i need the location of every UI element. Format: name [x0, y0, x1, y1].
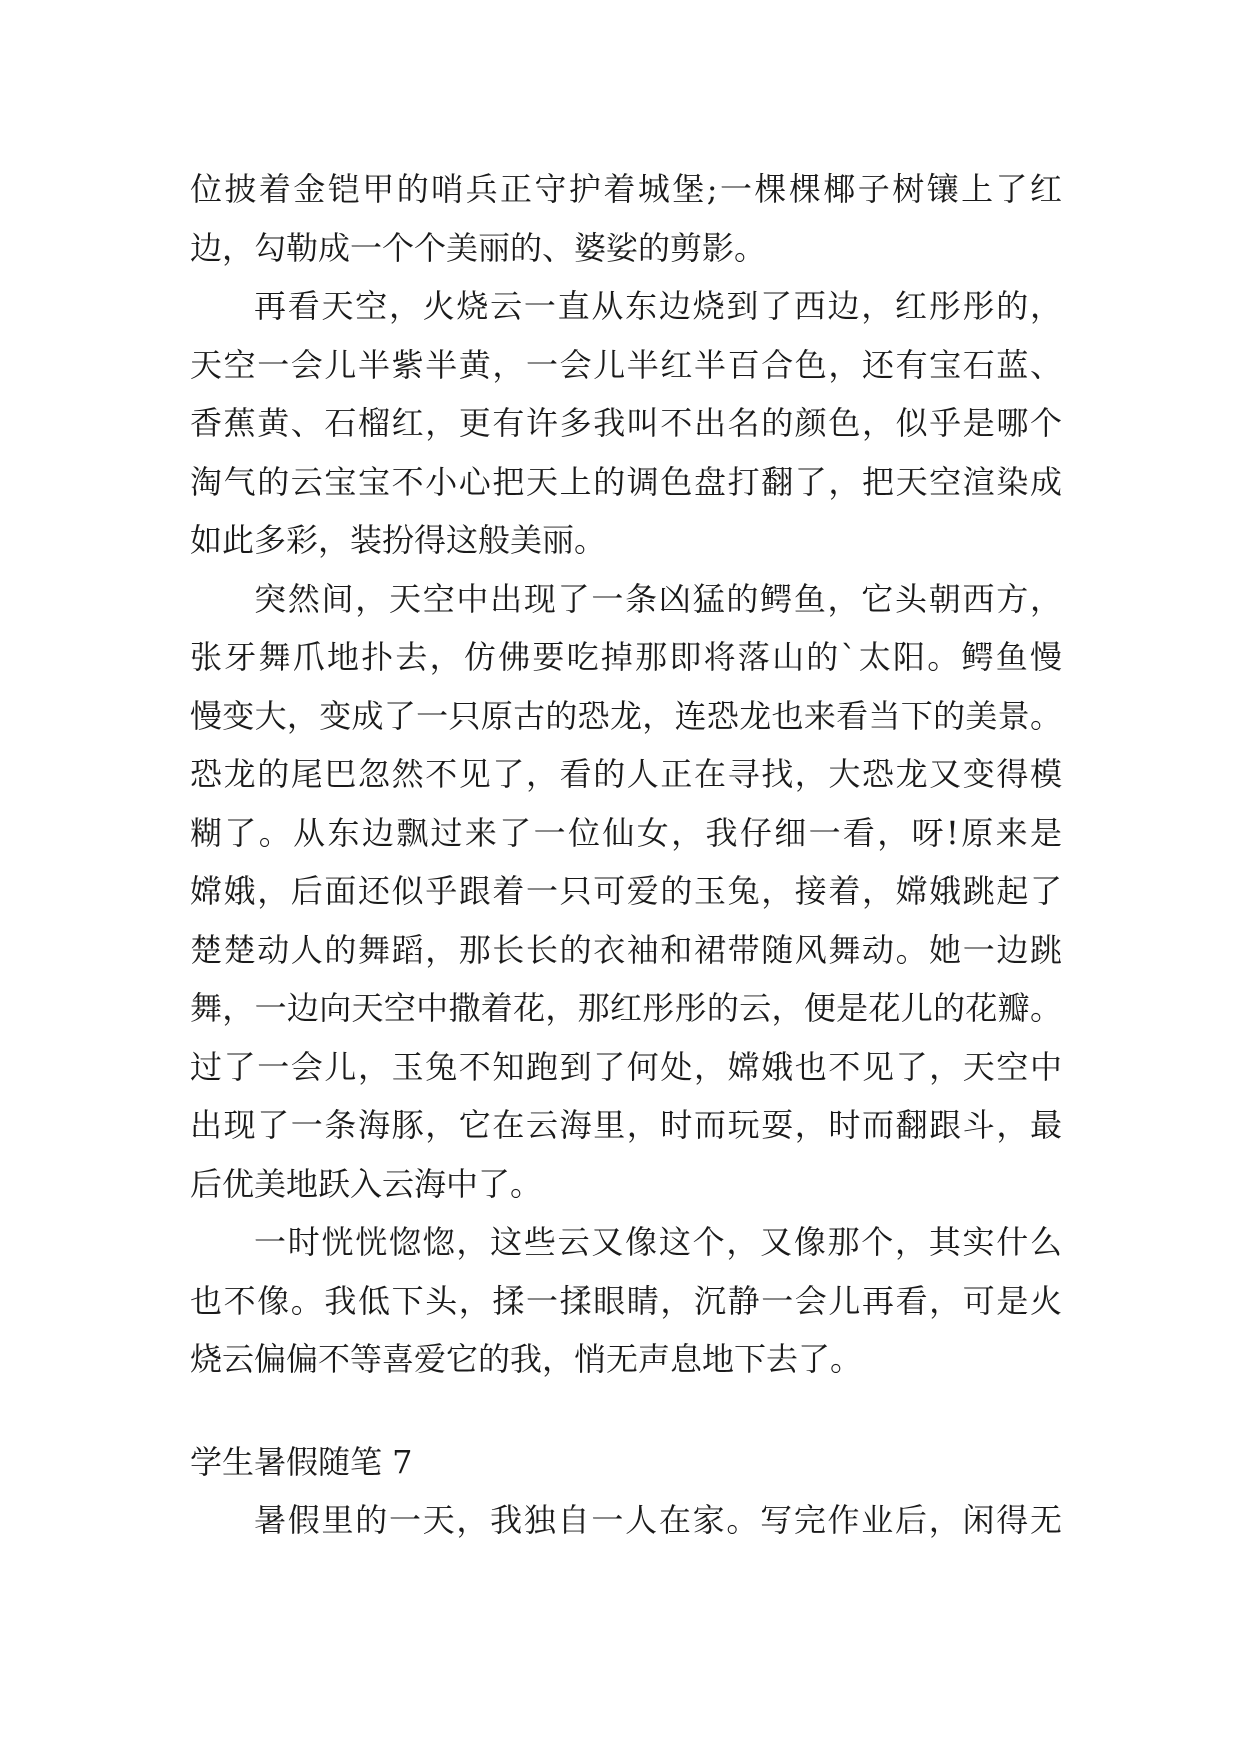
text-line: 一时恍恍惚惚，这些云又像这个，又像那个，其实什么 — [254, 1223, 1062, 1261]
text-line: 天空一会儿半紫半黄，一会儿半红半百合色，还有宝石蓝、 — [190, 345, 1062, 384]
section-title: 学生暑假随笔 7 — [190, 1442, 413, 1481]
section-gap — [190, 1389, 1062, 1433]
text-line: 出现了一条海豚，它在云海里，时而玩耍，时而翻跟斗，最 — [190, 1106, 1062, 1144]
paragraph-1 — [190, 160, 1062, 277]
text-line: 过了一会儿，玉兔不知跑到了何处，嫦娥也不见了，天空中 — [190, 1047, 1062, 1086]
text-line: 嫦娥，后面还似乎跟着一只可爱的玉兔，接着，嫦娥跳起了 — [190, 872, 1062, 910]
text-line: 慢变大，变成了一只原古的恐龙，连恐龙也来看当下的美景。 — [190, 696, 1062, 735]
text-line: 突然间，天空中出现了一条凶猛的鳄鱼，它头朝西方， — [254, 579, 1062, 618]
paragraph-2 — [190, 277, 1062, 570]
text-line: 糊了。从东边飘过来了一位仙女，我仔细一看，呀!原来是 — [190, 813, 1062, 852]
text-line: 淘气的云宝宝不小心把天上的调色盘打翻了，把天空渲染成 — [190, 462, 1062, 501]
text-line: 张牙舞爪地扑去，仿佛要吃掉那即将落山的`太阳。鳄鱼慢 — [190, 638, 1062, 676]
paragraph-5 — [190, 1491, 1062, 1550]
text-line: 位披着金铠甲的哨兵正守护着城堡;一棵棵椰子树镶上了红 — [190, 170, 1062, 208]
text-line: 舞，一边向天空中撒着花，那红彤彤的云，便是花儿的花瓣。 — [190, 989, 1062, 1027]
text-line: 恐龙的尾巴忽然不见了，看的人正在寻找，大恐龙又变得模 — [190, 755, 1062, 793]
text-line: 后优美地跃入云海中了。 — [190, 1164, 543, 1203]
text-line: 楚楚动人的舞蹈，那长长的衣袖和裙带随风舞动。她一边跳 — [190, 930, 1062, 969]
paragraph-3 — [190, 570, 1062, 1214]
text-line: 暑假里的一天，我独自一人在家。写完作业后，闲得无 — [254, 1501, 1062, 1539]
text-line: 再看天空，火烧云一直从东边烧到了西边，红彤彤的， — [254, 287, 1062, 325]
text-line: 烧云偏偏不等喜爱它的我，悄无声息地下去了。 — [190, 1340, 863, 1378]
paragraph-4 — [190, 1213, 1062, 1389]
text-line: 边，勾勒成一个个美丽的、婆娑的剪影。 — [190, 228, 767, 267]
text-line: 也不像。我低下头，揉一揉眼睛，沉静一会儿再看，可是火 — [190, 1281, 1062, 1320]
text-line: 如此多彩，装扮得这般美丽。 — [190, 521, 607, 559]
text-line: 香蕉黄、石榴红，更有许多我叫不出名的颜色，似乎是哪个 — [190, 404, 1062, 442]
document-body — [190, 160, 1062, 1550]
